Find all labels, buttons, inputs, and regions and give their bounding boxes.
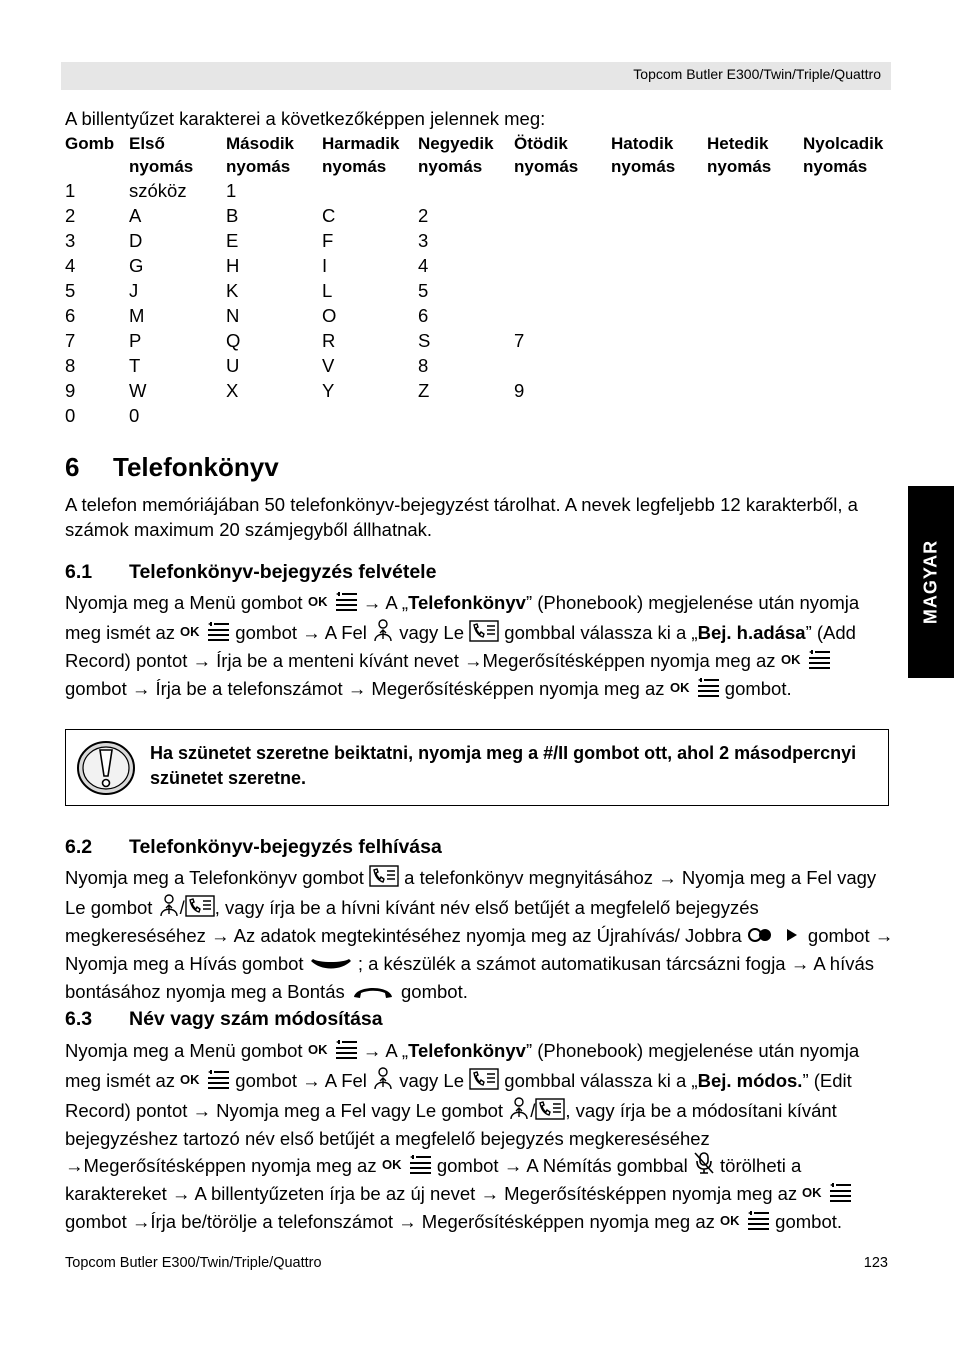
table-row	[61, 253, 889, 278]
table-cell	[510, 303, 607, 328]
svg-text:OK: OK	[180, 624, 200, 639]
table-cell	[607, 178, 703, 203]
table-cell	[703, 353, 799, 378]
table-cell: 7	[514, 330, 525, 351]
section-6-3-heading: 6.3 Név vagy szám módosítása	[65, 1008, 383, 1030]
col-header-1: Első nyomás	[129, 134, 194, 176]
table-cell: Z	[418, 380, 430, 401]
col-header-8: Nyolcadik nyomás	[803, 134, 884, 176]
table-row	[61, 378, 889, 403]
table-cell: B	[226, 205, 239, 226]
ok-menu-icon	[180, 621, 230, 648]
table-cell	[510, 353, 607, 378]
page-header	[61, 62, 891, 90]
table-cell	[703, 278, 799, 303]
up-person-icon	[508, 1096, 530, 1126]
table-cell: G	[129, 255, 144, 276]
down-phonebook-icon	[469, 1068, 499, 1096]
table-cell: O	[322, 305, 337, 326]
svg-text:OK: OK	[802, 1185, 822, 1200]
table-cell	[607, 253, 703, 278]
table-cell: U	[226, 355, 240, 376]
table-row	[61, 353, 889, 378]
section-6-2-heading: 6.2 Telefonkönyv-bejegyzés felhívása	[65, 836, 442, 858]
table-cell: 0	[129, 405, 140, 426]
svg-text:OK: OK	[307, 594, 328, 609]
table-cell: W	[129, 380, 147, 401]
table-cell	[799, 228, 889, 253]
col-header-2: Második nyomás	[226, 134, 295, 176]
table-row	[61, 203, 889, 228]
table-cell: I	[322, 255, 328, 276]
up-person-icon	[372, 1066, 394, 1096]
table-cell	[703, 253, 799, 278]
table-cell: P	[129, 330, 142, 351]
table-cell	[799, 178, 889, 203]
table-cell	[799, 353, 889, 378]
table-row	[61, 278, 889, 303]
table-cell: K	[226, 280, 239, 301]
col-header-gomb: Gomb	[65, 134, 115, 153]
svg-text:OK: OK	[780, 652, 801, 667]
table-cell: 0	[65, 405, 76, 426]
up-person-icon	[372, 618, 394, 648]
table-cell: 8	[65, 355, 76, 376]
svg-text:OK: OK	[180, 1072, 200, 1087]
keypad-table-body	[61, 178, 889, 428]
table-cell: 8	[418, 355, 429, 376]
table-cell: J	[129, 280, 139, 301]
table-cell	[607, 328, 703, 353]
col-header-7: Hetedik nyomás	[707, 134, 772, 176]
section-6-1-body: Nyomja meg a Menü gombot OK → A „Telefonkönyv” (Phonebook) megjelenése után nyomja meg ismét az OK gombot → A Fel vagy Le gombbal válassza ki a „Bej. h.adása” (Add Record) pontot → Írja be a menteni kívánt nevet →Megerősítésképpen nyomja meg az OK gombot → Írja be a telefonszámot → Megerősítésképpen nyomja meg az OK gombot.	[65, 590, 895, 704]
table-cell: S	[418, 330, 431, 351]
table-cell	[703, 403, 799, 428]
table-cell: 2	[65, 205, 76, 226]
table-cell	[703, 228, 799, 253]
table-cell: szóköz	[129, 180, 187, 201]
ok-menu-icon	[382, 1154, 432, 1181]
col-header-4: Negyedik nyomás	[418, 134, 494, 176]
section-6-2-body: Nyomja meg a Telefonkönyv gombot a telefonkönyv megnyitásához → Nyomja meg a Fel vagy Le gombot / , vagy írja be a hívni kívánt név első betűjét a megfelelő bejegyzés megkereséséhez → Az adatok megtekintéséhez nyomja meg az Újrahívás/ Jobbra gombot → Nyomja meg a Hívás gombot ; a készülék a számot automatikusan tárcsázni fogja → A hívás bontásához nyomja meg a Bontás gombot.	[65, 865, 895, 1007]
table-cell	[607, 203, 703, 228]
table-cell	[703, 378, 799, 403]
table-cell	[799, 253, 889, 278]
table-cell: 1	[65, 180, 76, 201]
ok-menu-icon	[802, 1182, 852, 1209]
down-phonebook-icon	[469, 620, 499, 648]
table-cell	[607, 278, 703, 303]
svg-text:OK: OK	[307, 1042, 328, 1057]
table-cell	[703, 328, 799, 353]
table-cell	[799, 203, 889, 228]
table-cell: X	[226, 380, 239, 401]
table-cell: Y	[322, 380, 335, 401]
svg-text:OK: OK	[720, 1213, 740, 1228]
table-cell	[318, 403, 414, 428]
ok-menu-icon	[180, 1069, 230, 1096]
table-cell: V	[322, 355, 335, 376]
table-cell	[414, 178, 510, 203]
svg-text:OK: OK	[381, 1157, 402, 1172]
table-cell: 1	[226, 180, 237, 201]
table-row	[61, 403, 889, 428]
table-cell	[703, 178, 799, 203]
section-6-body: A telefon memóriájában 50 telefonkönyv-bejegyzést tárolhat. A nevek legfeljebb 12 karakterből, a számok maximum 20 számjegyből állhatnak.	[65, 494, 858, 540]
down-phonebook-icon	[185, 895, 215, 923]
table-cell	[703, 203, 799, 228]
table-cell: 7	[65, 330, 76, 351]
down-phonebook-icon	[535, 1098, 565, 1126]
table-cell: 4	[65, 255, 76, 276]
ok-menu-icon	[781, 649, 831, 676]
table-cell: 6	[418, 305, 429, 326]
col-header-3: Harmadik nyomás	[322, 134, 400, 176]
table-cell: H	[226, 255, 240, 276]
table-cell	[799, 378, 889, 403]
language-tab	[908, 486, 954, 678]
section-6-heading: 6 Telefonkönyv	[65, 452, 279, 482]
svg-text:OK: OK	[669, 680, 690, 695]
table-cell: 5	[418, 280, 429, 301]
table-cell: 3	[65, 230, 76, 251]
redial-right-icon	[747, 925, 803, 951]
table-cell	[510, 203, 607, 228]
table-cell: E	[226, 230, 239, 251]
table-cell: 9	[514, 380, 525, 401]
table-cell: Q	[226, 330, 241, 351]
table-cell	[607, 228, 703, 253]
table-cell	[607, 353, 703, 378]
table-cell	[703, 303, 799, 328]
table-cell: T	[129, 355, 141, 376]
table-cell: 9	[65, 380, 76, 401]
table-cell: M	[129, 305, 145, 326]
table-cell: 6	[65, 305, 76, 326]
keypad-intro: A billentyűzet karakterei a következőképpen jelennek meg:	[65, 108, 546, 129]
ok-menu-icon	[670, 677, 720, 704]
table-cell	[510, 278, 607, 303]
table-cell	[510, 253, 607, 278]
col-header-5: Ötödik nyomás	[514, 134, 579, 176]
table-cell	[607, 303, 703, 328]
table-cell	[607, 378, 703, 403]
table-cell: A	[129, 205, 142, 226]
language-tab-label: MAGYAR	[920, 539, 941, 625]
page-number: 123	[863, 1255, 888, 1271]
mute-microphone-icon	[693, 1151, 715, 1181]
table-cell: 4	[418, 255, 429, 276]
table-cell	[510, 228, 607, 253]
ok-menu-icon	[308, 591, 358, 618]
table-cell: R	[322, 330, 336, 351]
exclamation-note-icon	[76, 740, 136, 801]
table-cell	[222, 403, 318, 428]
header-title: Topcom Butler E300/Twin/Triple/Quattro	[633, 66, 881, 82]
table-cell: N	[226, 305, 240, 326]
hangup-handset-icon	[350, 982, 396, 1007]
keypad-character-table	[61, 132, 889, 428]
section-6-1-heading: 6.1 Telefonkönyv-bejegyzés felvétele	[65, 561, 437, 583]
table-row	[61, 228, 889, 253]
table-cell: 2	[418, 205, 429, 226]
ok-menu-icon	[720, 1210, 770, 1237]
table-cell: C	[322, 205, 336, 226]
table-row	[61, 303, 889, 328]
table-cell: L	[322, 280, 333, 301]
table-cell: F	[322, 230, 334, 251]
table-cell	[318, 178, 414, 203]
table-cell: D	[129, 230, 143, 251]
down-phonebook-icon	[369, 865, 399, 893]
note-box	[65, 729, 889, 806]
table-cell	[607, 403, 703, 428]
table-cell	[799, 278, 889, 303]
call-handset-icon	[309, 954, 353, 979]
table-row	[61, 178, 889, 203]
footer-title: Topcom Butler E300/Twin/Triple/Quattro	[65, 1255, 322, 1271]
ok-menu-icon	[308, 1039, 358, 1066]
table-cell	[414, 403, 510, 428]
col-header-6: Hatodik nyomás	[611, 134, 676, 176]
table-cell: 3	[418, 230, 429, 251]
note-text: Ha szünetet szeretne beiktatni, nyomja meg a #/II gombot ott, ahol 2 másodpercnyi szünetet szeretne.	[150, 743, 857, 788]
up-person-icon	[158, 893, 180, 923]
table-row	[61, 328, 889, 353]
table-cell	[799, 303, 889, 328]
table-cell	[510, 178, 607, 203]
table-cell	[799, 328, 889, 353]
section-6-3-body: Nyomja meg a Menü gombot OK → A „Telefonkönyv” (Phonebook) megjelenése után nyomja meg ismét az OK gombot → A Fel vagy Le gombbal válassza ki a „Bej. módos.” (Edit Record) pontot → Nyomja meg a Fel vagy Le gombot / , vagy írja be a módosítani kívánt bejegyzéshez tartozó név első betűjét a megfelelő bejegyzés megkereséséhez →Megerősítésképpen nyomja meg az OK gombot → A Némítás gombbal törölheti a karaktereket → A billentyűzeten írja be az új nevet → Megerősítésképpen nyomja meg az OK gombot →Írja be/törölje a telefonszámot → Megerősítésképpen nyomja meg az OK gombot.	[65, 1038, 895, 1237]
table-cell: 5	[65, 280, 76, 301]
table-cell	[799, 403, 889, 428]
table-cell	[510, 403, 607, 428]
